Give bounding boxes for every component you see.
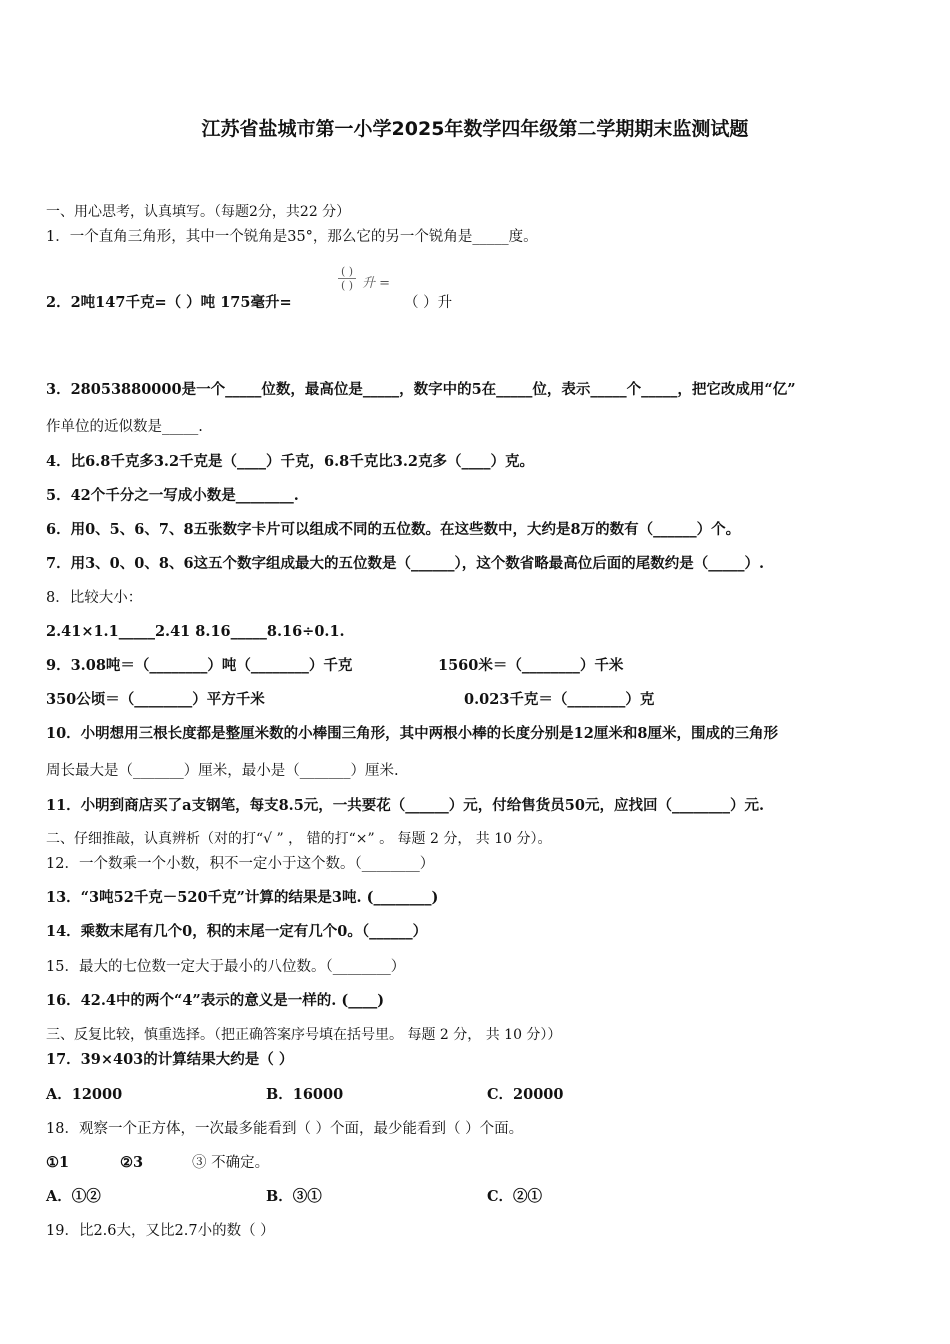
question-10-line-2: 周长最大是（_______）厘米，最小是（_______）厘米.: [46, 763, 399, 779]
question-18-choice-2: ②3: [120, 1154, 144, 1171]
question-16: 16．42.4中的两个“4”表示的意义是一样的. (____): [46, 992, 385, 1009]
fraction-denominator: ( ): [340, 279, 354, 292]
question-17-option-b: B．16000: [266, 1086, 344, 1103]
question-4: 4．比6.8千克多3.2千克是（____）千克，6.8千克比3.2克多（____）克。: [46, 453, 534, 470]
question-17-option-c: C．20000: [487, 1086, 564, 1103]
fraction-unit: 升 =: [362, 276, 391, 291]
question-10-line-1: 10．小明想用三根长度都是整厘米数的小棒围三角形，其中两根小棒的长度分别是12厘米和8厘米，围成的三角形: [46, 725, 778, 742]
question-17-option-a: A．12000: [46, 1086, 123, 1103]
question-17-stem: 17．39×403的计算结果大约是（ ）: [46, 1051, 294, 1068]
question-6: 6．用0、5、6、7、8五张数字卡片可以组成不同的五位数。在这些数中，大约是8万的数有（______）个。: [46, 521, 741, 538]
question-14: 14．乘数末尾有几个0，积的末尾一定有几个0。（______）: [46, 923, 428, 940]
section-2-heading: 二、仔细推敲，认真辨析（对的打“√ ” ， 错的打“×” 。 每题 2 分， 共 10 分）。: [46, 831, 552, 847]
question-19: 19．比2.6大，又比2.7小的数（ ）: [46, 1223, 275, 1239]
question-9-part-c: 350公顷＝（________）平方千米: [46, 691, 265, 708]
fraction-numerator: ( ): [340, 265, 354, 278]
question-18-option-c: C．②①: [487, 1188, 543, 1205]
question-3-line-2: 作单位的近似数是_____.: [46, 419, 203, 435]
question-8-line-2: 2.41×1.1_____2.41 8.16_____8.16÷0.1.: [46, 623, 345, 640]
question-9-part-a: 9．3.08吨＝（________）吨（________）千克: [46, 657, 353, 674]
page-title: 江苏省盐城市第一小学2025年数学四年级第二学期期末监测试题: [201, 118, 749, 140]
question-18-choice-3: ③ 不确定。: [192, 1155, 270, 1171]
question-11: 11．小明到商店买了a支钢笔，每支8.5元，一共要花（______）元，付给售货员50元，应找回（________）元.: [46, 797, 765, 814]
question-15: 15．最大的七位数一定大于最小的八位数。（________）: [46, 959, 406, 975]
question-9-part-d: 0.023千克＝（________）克: [464, 691, 655, 708]
question-3-line-1: 3．28053880000是一个_____位数，最高位是_____，数字中的5在_____位，表示_____个_____，把它改成用“亿”: [46, 381, 796, 398]
question-18-option-a: A．①②: [46, 1188, 101, 1205]
question-9-part-b: 1560米＝（________）千米: [438, 657, 624, 674]
question-18-stem: 18．观察一个正方体，一次最多能看到（ ）个面，最少能看到（ ）个面。: [46, 1121, 524, 1137]
question-5: 5．42个千分之一写成小数是________.: [46, 487, 299, 504]
question-12: 12．一个数乘一个小数，积不一定小于这个数。（________）: [46, 856, 435, 872]
question-13: 13．“3吨52千克－520千克”计算的结果是3吨. (________): [46, 889, 439, 906]
question-2-part-b: （ ）升: [404, 295, 453, 311]
section-1-heading: 一、用心思考，认真填写。（每题2分，共22 分）: [46, 204, 351, 220]
question-7: 7．用3、0、0、8、6这五个数字组成最大的五位数是（______），这个数省略最高位后面的尾数约是（_____）.: [46, 555, 765, 572]
section-3-heading: 三、反复比较，慎重选择。（把正确答案序号填在括号里。 每题 2 分， 共 10 分））: [46, 1027, 562, 1043]
question-18-choice-1: ①1: [46, 1154, 70, 1171]
question-2-part-a: 2．2吨147千克=（ ）吨 175毫升=: [46, 294, 292, 311]
fraction-blank: [338, 266, 356, 291]
question-1: 1．一个直角三角形，其中一个锐角是35°，那么它的另一个锐角是_____度。: [46, 229, 538, 245]
question-18-option-b: B．③①: [266, 1188, 322, 1205]
question-8-line-1: 8．比较大小：: [46, 590, 143, 606]
